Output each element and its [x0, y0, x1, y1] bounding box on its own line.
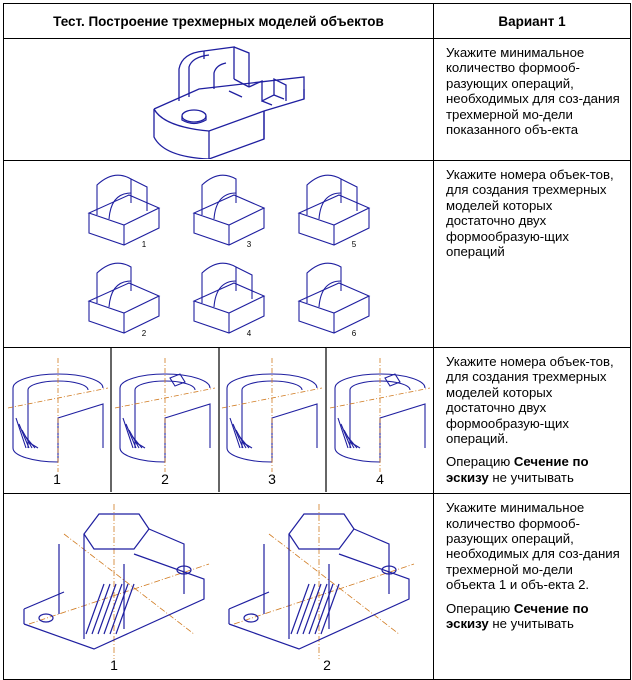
object-drawing-1: [4, 39, 434, 159]
question-note: [446, 454, 622, 485]
block-cut: [319, 193, 341, 219]
note-bold: Сечение по эскизу: [446, 454, 589, 485]
block-side: [341, 179, 357, 211]
note-prefix: Операцию: [446, 600, 514, 616]
cylinder-cut: [272, 404, 317, 462]
question-row-2: [4, 161, 631, 348]
block-side: [236, 267, 252, 299]
block-top: [299, 195, 369, 225]
question-text-4: [434, 494, 631, 680]
object-label: 1: [141, 240, 147, 249]
hatch-line: [350, 442, 360, 448]
question-row-4: [4, 494, 631, 680]
figure-cell-2: [4, 161, 434, 348]
object-label: 4: [376, 471, 384, 487]
block-arch: [307, 263, 341, 303]
block-arch: [202, 263, 236, 303]
object-label: 3: [246, 240, 252, 249]
cylinder-cut: [165, 404, 210, 462]
bracket-hex: [289, 514, 354, 549]
note-bold: Сечение по эскизу: [446, 600, 589, 632]
object-label: 1: [110, 657, 118, 674]
block-top: [194, 195, 264, 225]
block-arch: [202, 175, 236, 215]
block-arch: [97, 175, 131, 215]
hatch-line: [230, 418, 240, 448]
object-label: 5: [351, 240, 357, 249]
block-cut: [109, 193, 131, 219]
question-row-1: [4, 39, 631, 161]
object-label: 2: [161, 471, 169, 487]
block-cut: [319, 281, 341, 307]
object-label: 2: [323, 657, 331, 674]
hatch-line: [123, 418, 133, 448]
block-arch: [307, 175, 341, 215]
block-top: [89, 283, 159, 313]
objects-drawing-2: [4, 161, 434, 346]
question-note: [446, 601, 622, 632]
block-top: [194, 283, 264, 313]
cylinder-slot: [170, 374, 185, 386]
hatch-line: [28, 442, 38, 448]
cylinder-slot: [385, 374, 400, 386]
block-cut: [109, 281, 131, 307]
question-body: Укажите минимальное количество формооб-разующих операций, необходимых для соз-дания трехмерной мо-дели объекта 1 и объ-екта 2.: [446, 500, 620, 593]
question-text-3: [434, 348, 631, 494]
hatch-line: [338, 418, 348, 448]
figure-cell-4: [4, 494, 434, 680]
test-table: [3, 3, 631, 680]
figure-cell-1: [4, 39, 434, 161]
note-prefix: Операцию: [446, 454, 514, 470]
hatch-line: [16, 418, 26, 448]
variant-label: Вариант 1: [434, 4, 631, 39]
block-cut: [214, 281, 236, 307]
block-side: [131, 179, 147, 211]
objects-drawing-4: [4, 494, 434, 678]
object-label: 1: [53, 471, 61, 487]
cylinder-cut: [380, 404, 425, 462]
question-text-1: Укажите минимальное количество формооб-разующих операций, необходимых для соз-дания трехмерной мо-дели показанного объ-екта: [434, 39, 631, 161]
test-title: Тест. Построение трехмерных моделей объектов: [4, 4, 434, 39]
question-row-3: [4, 348, 631, 494]
question-body: Укажите номера объек-тов, для создания трехмерных моделей которых достаточно двух формообразую-щих операций.: [446, 354, 614, 447]
figure-cell-3: [4, 348, 434, 494]
bolt-hole: [244, 614, 258, 622]
object-label: 3: [268, 471, 276, 487]
block-cut: [214, 193, 236, 219]
note-suffix: не учитывать: [488, 616, 574, 632]
object-label: 2: [141, 329, 147, 338]
hatch-line: [242, 442, 252, 448]
object-label: 6: [351, 329, 357, 338]
block-arch: [97, 263, 131, 303]
note-suffix: не учитывать: [488, 469, 574, 485]
block-top: [299, 283, 369, 313]
block-top: [89, 195, 159, 225]
bolt-hole: [39, 614, 53, 622]
object-label: 4: [246, 329, 252, 338]
objects-drawing-3: [4, 348, 434, 492]
hatch-line: [135, 442, 145, 448]
cylinder-cut: [58, 404, 103, 462]
question-text-2: Укажите номера объек-тов, для создания трехмерных моделей которых достаточно двух формообразую-щих операций: [434, 161, 631, 348]
bracket-hex: [84, 514, 149, 549]
header-row: [4, 4, 631, 39]
